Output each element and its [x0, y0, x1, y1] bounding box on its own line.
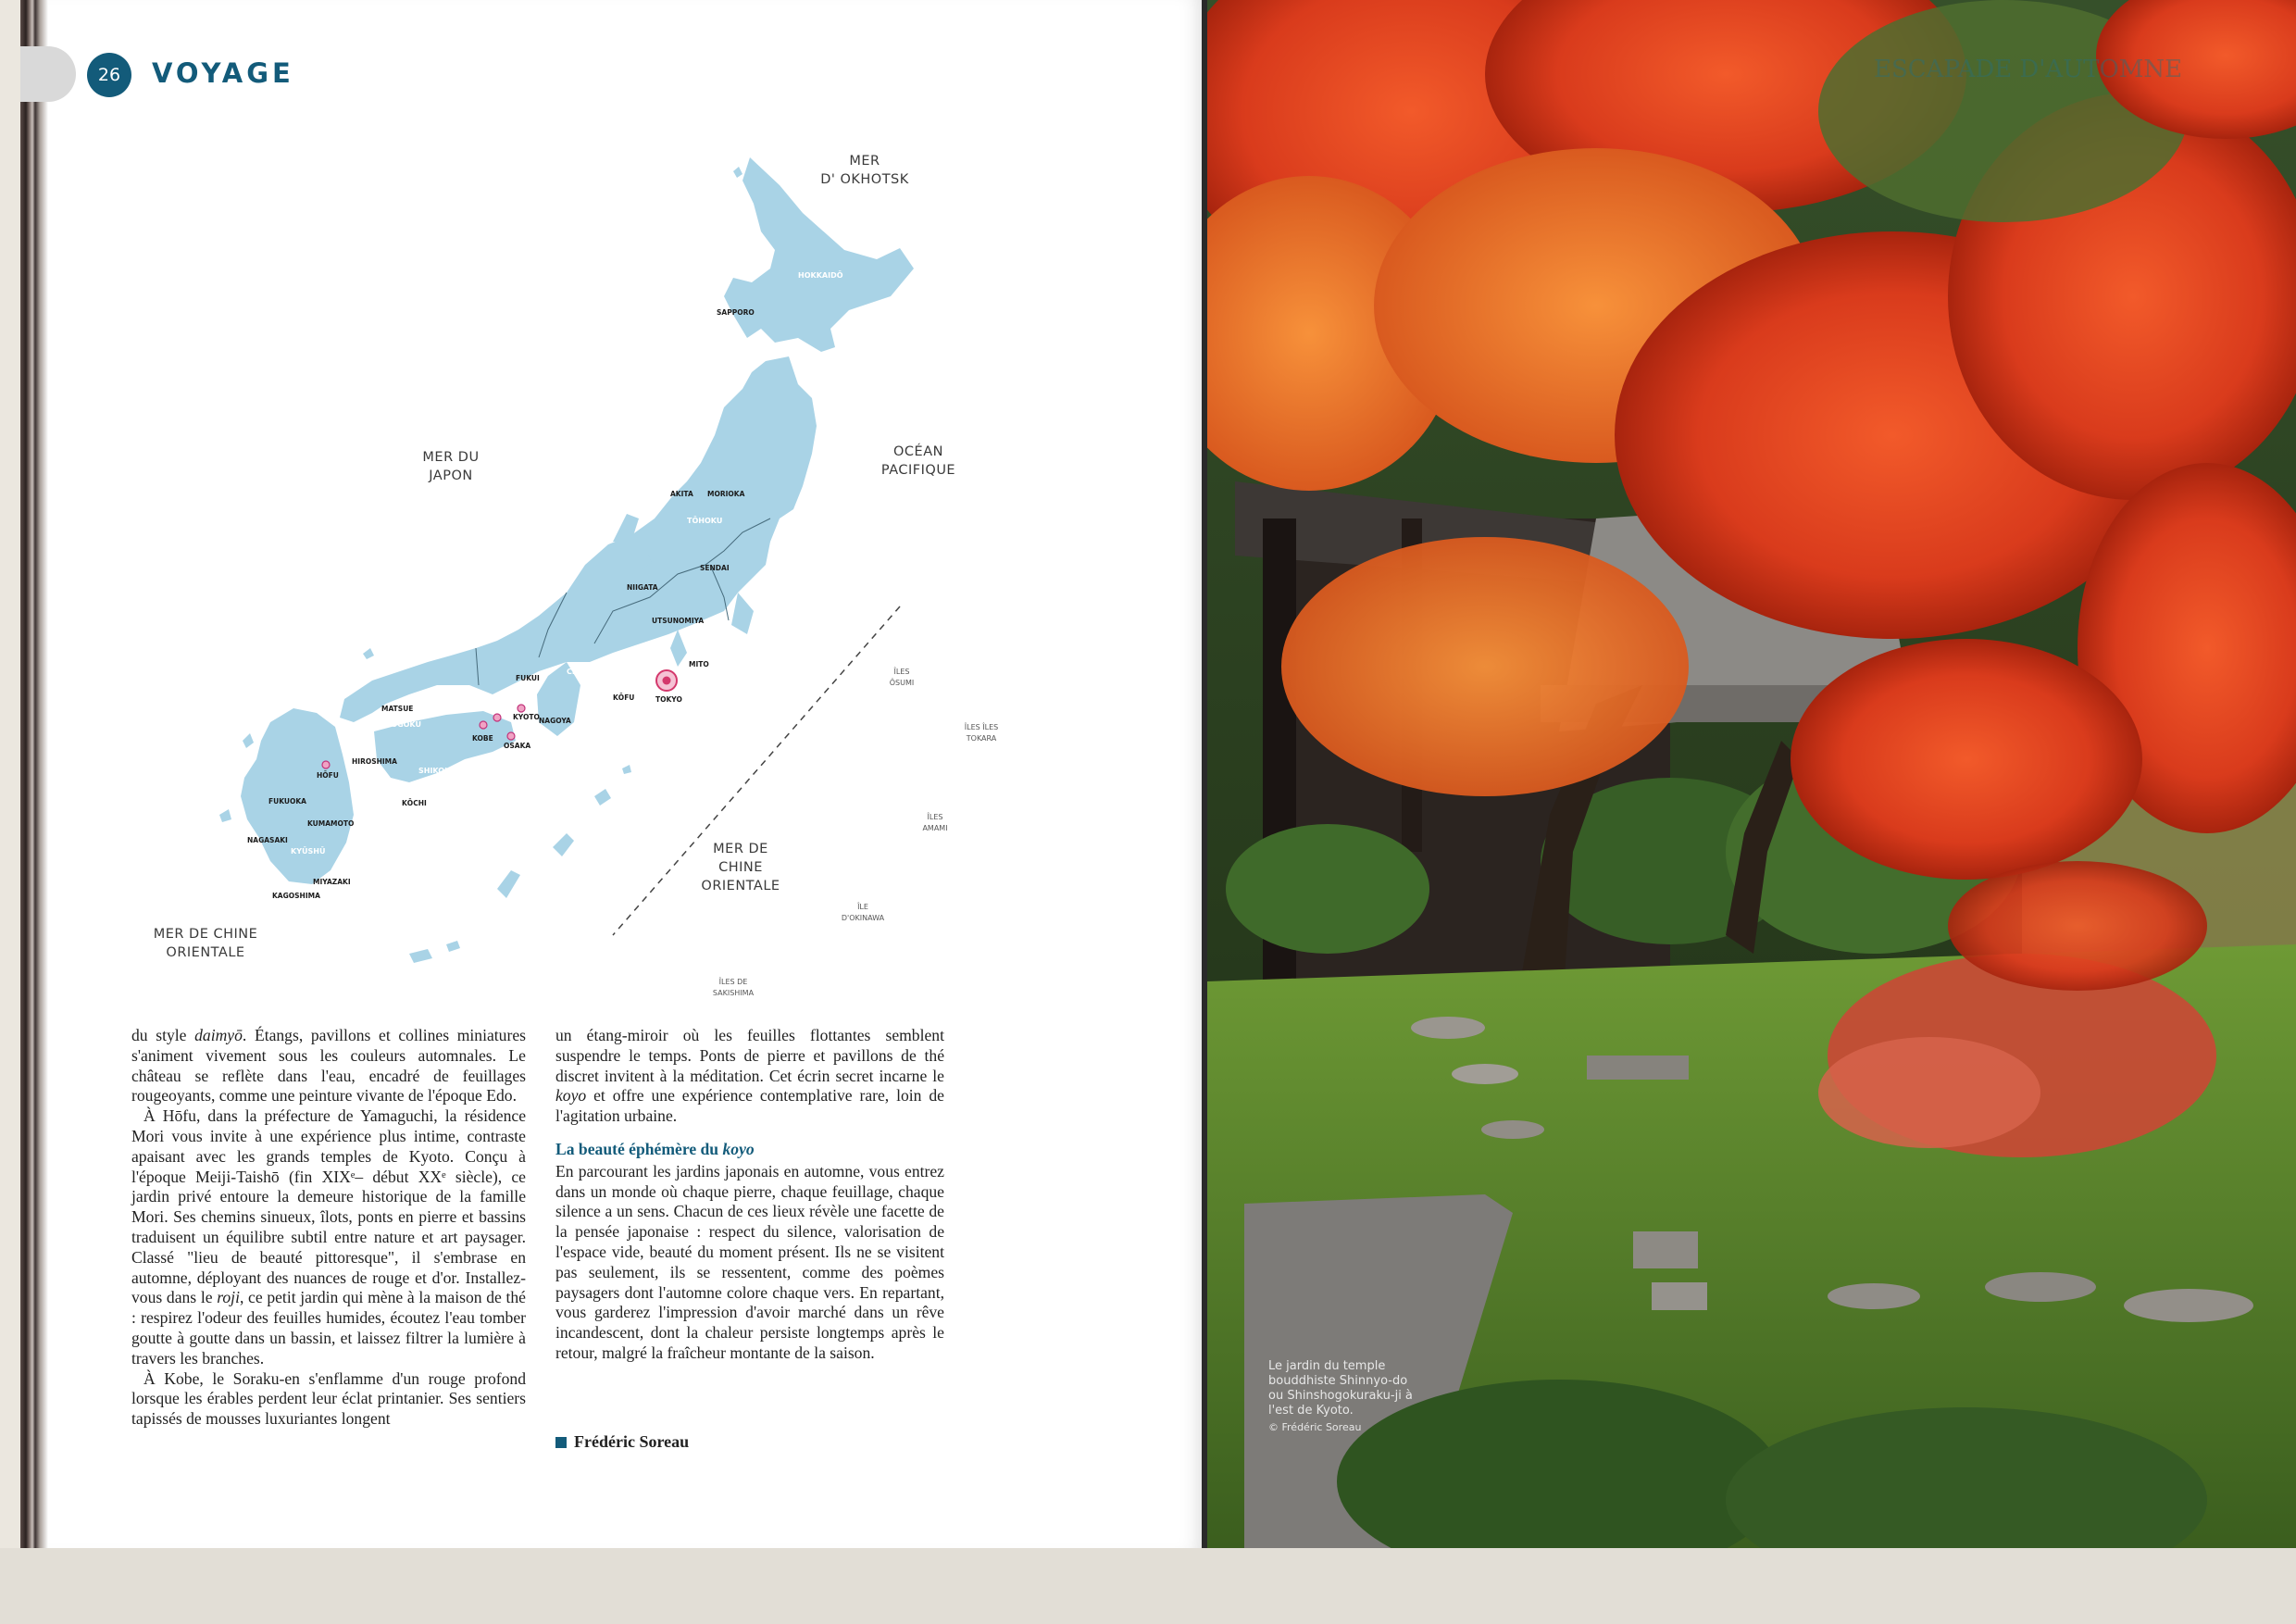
label-tokara-2: TOKARA — [966, 734, 997, 743]
caption-credit: © Frédéric Soreau — [1268, 1421, 1362, 1433]
article-column-2 — [555, 1026, 944, 1364]
stepping-stone-5 — [1985, 1272, 2096, 1302]
label-tokara-1: ÎLES ÎLES — [964, 723, 999, 731]
col2-p1-em: koyo — [555, 1086, 587, 1106]
city-morioka: MORIOKA — [707, 490, 745, 498]
tokara-dot-1 — [622, 765, 631, 774]
canopy-8 — [1281, 537, 1689, 796]
col1-p1-post: . Étangs, pavillons et collines miniatures s'animent vivement sous les couleurs automnales. Le château se reflète dans l'eau, encadré de feuillages rougeoyants, comme une peinture vivante de l'époque Edo. — [131, 1026, 526, 1106]
tsushima-island — [243, 733, 254, 748]
label-chine-center-3: ORIENTALE — [701, 879, 780, 893]
left-page — [20, 0, 1202, 1548]
small-maple-2 — [1818, 1037, 2040, 1148]
hedge-1 — [1226, 824, 1429, 954]
label-okhotsk-1: MER — [849, 154, 880, 169]
region-chubu: CHŪBU — [567, 668, 596, 676]
photo-overlay-title: ESCAPADE D'AUTOMNE — [1874, 56, 2183, 83]
stone-slab-2 — [1652, 1282, 1707, 1310]
col1-p1-em: daimyō — [194, 1026, 243, 1044]
city-nagasaki: NAGASAKI — [247, 836, 288, 844]
label-amami-2: AMAMI — [922, 824, 948, 832]
col1-p1-pre: du style — [131, 1026, 195, 1044]
city-osaka: OSAKA — [504, 742, 531, 750]
city-fukuoka: FUKUOKA — [268, 797, 306, 806]
city-matsue: MATSUE — [381, 705, 414, 713]
page-tab — [20, 46, 76, 102]
city-kochi: KŌCHI — [402, 799, 427, 807]
region-chugoku: CHŪGOKU — [380, 720, 421, 729]
city-hofu: HŌFU — [317, 771, 339, 780]
col2-p1-pre: un étang-miroir où les feuilles flottantes semblent suspendre le temps. Ponts de pierre et pavillons de thé discret invitent à la méditation. Cet écrin secret incarne le — [555, 1026, 944, 1085]
label-osumi-2: ÔSUMI — [889, 679, 915, 687]
table-surface — [0, 1548, 2296, 1624]
label-chine-center-1: MER DE — [713, 842, 768, 856]
nara-marker — [493, 714, 501, 721]
city-kobe: KOBE — [472, 734, 493, 743]
label-sakishima-1: ÎLES DE — [718, 978, 748, 986]
garden-illustration — [1207, 0, 2296, 1548]
label-sakishima-2: SAKISHIMA — [712, 989, 755, 997]
city-hiroshima: HIROSHIMA — [352, 757, 397, 766]
col1-p2-post: , ce petit jardin qui mène à la maison de thé : respirez l'odeur des feuilles humides, écoutez l'eau tomber goutte à goutte dans un bassin, et laissez filtrer la lumière à travers les branches. — [131, 1288, 526, 1368]
rishiri-island — [733, 167, 742, 178]
region-kanto: KANTŌ — [636, 649, 666, 657]
stone-slab-1 — [1633, 1231, 1698, 1268]
region-kyushu: KYŪSHŪ — [291, 847, 326, 856]
city-niigata: NIIGATA — [627, 583, 658, 592]
subheading — [555, 1140, 944, 1160]
label-pacifique-2: PACIFIQUE — [880, 463, 956, 478]
city-kofu: KŌFU — [613, 693, 635, 702]
label-osumi-1: ÎLES — [893, 668, 910, 676]
stepping-stone-4 — [1828, 1283, 1920, 1309]
label-chine-left-2: ORIENTALE — [166, 945, 245, 960]
city-sapporo: SAPPORO — [717, 308, 755, 317]
garden-photo — [1207, 0, 2296, 1548]
stepping-stone-3 — [1481, 1120, 1544, 1139]
label-amami-1: ÎLES — [927, 813, 943, 821]
okinawa-island — [497, 870, 520, 898]
label-chine-center-2: CHINE — [718, 860, 763, 875]
stepping-stone-6 — [2124, 1289, 2253, 1322]
city-akita: AKITA — [670, 490, 693, 498]
osaka-marker — [507, 732, 515, 740]
page-stack-edge — [20, 0, 48, 1548]
japan-map — [131, 130, 1020, 1018]
byline — [555, 1432, 689, 1452]
region-tohoku: TŌHOKU — [687, 517, 723, 525]
amami-island — [553, 833, 574, 856]
label-chine-left-1: MER DE CHINE — [153, 927, 258, 942]
label-pacifique-1: OCÉAN — [893, 444, 943, 459]
oki-island — [363, 648, 374, 659]
caption-text: Le jardin du temple bouddhiste Shinnyo-do ou Shinshogokuraku-ji à l'est de Kyoto. — [1268, 1359, 1413, 1418]
section-title: VOYAGE — [152, 57, 294, 89]
hofu-marker — [322, 761, 330, 768]
city-nagoya: NAGOYA — [539, 717, 571, 725]
osumi-islands — [594, 789, 611, 806]
city-utsunomiya: UTSUNOMIYA — [652, 617, 705, 625]
city-fukui: FUKUI — [516, 674, 540, 682]
stepping-stone-1 — [1411, 1017, 1485, 1039]
city-miyazaki: MIYAZAKI — [313, 878, 351, 886]
label-japon-1: MER DU — [422, 450, 480, 465]
byline-square-icon — [555, 1437, 567, 1448]
tokyo-marker — [663, 677, 671, 685]
col1-p2-em: roji — [217, 1288, 240, 1307]
col2-p1-post: et offre une expérience contemplative rare, loin de l'agitation urbaine. — [555, 1086, 944, 1126]
izu-peninsula — [670, 630, 687, 667]
subhead-em: koyo — [722, 1139, 755, 1158]
region-hokkaido: HOKKAIDŌ — [798, 271, 843, 280]
city-sendai: SENDAI — [700, 564, 730, 572]
col1-p3: À Kobe, le Soraku-en s'enflamme d'un rouge profond lorsque les érables perdent leur éclat printanier. Ses sentiers tapissés de mousses luxuriantes longent — [131, 1368, 526, 1429]
city-mito: MITO — [689, 660, 709, 668]
stone-slab-3 — [1587, 1056, 1689, 1080]
sakishima-islands-2 — [446, 941, 460, 952]
page-number: 26 — [87, 53, 131, 97]
city-kumamoto: KUMAMOTO — [307, 819, 355, 828]
region-shikoku: SHIKOKU — [418, 767, 456, 775]
stepping-stone-2 — [1452, 1064, 1518, 1084]
city-tokyo: TOKYO — [655, 695, 682, 704]
col1-p2-pre: À Hōfu, dans la préfecture de Yamaguchi, la résidence Mori vous invite à une expérience plus intime, contraste apaisant avec les grands temples de Kyoto. Conçu à l'époque Meiji-Taishō (fin XIXᵉ– début XXᵉ siècle), ce jardin privé entoure la demeure historique de la famille Mori. Ses chemins sinueux, îlots, ponts en pierre et bassins traduisent un équilibre subtil entre nature et art paysager. Classé "lieu de beauté pittoresque", il s'embrase en automne, déployant des nuances de rouge et d'or. Installez-vous dans le — [131, 1106, 526, 1307]
col2-p2: En parcourant les jardins japonais en automne, vous entrez dans un monde où chaque pierre, chaque feuillage, chaque silence a un sens. Chacun de ces lieux révèle une facette de la pensée japonaise : respect du silence, valorisation de l'espace vide, beauté du moment présent. Ils ne se visitent pas seulement, ils se ressentent, comme des poèmes paysagers dont l'automne colore chaque vers. En repartant, vous garderez l'impression d'avoir marché dans un rêve incandescent, dont la chaleur persiste longtemps après le retour, malgré la fraîcheur montante de la saison. — [555, 1161, 944, 1362]
canopy-9 — [1791, 639, 2142, 880]
city-kyoto: KYOTO — [513, 713, 540, 721]
sakishima-islands — [409, 949, 432, 963]
article-column-1 — [131, 1026, 526, 1430]
kyoto-marker — [518, 705, 525, 712]
label-japon-2: JAPON — [429, 468, 473, 483]
label-okinawa-2: D'OKINAWA — [841, 914, 885, 922]
label-okinawa-1: ÎLE — [857, 903, 868, 911]
canopy-10 — [1948, 861, 2207, 991]
label-okhotsk-2: D' OKHOTSK — [820, 172, 909, 187]
goto-islands — [219, 809, 231, 822]
photo-caption — [1268, 1359, 1416, 1435]
boso-peninsula — [731, 593, 754, 634]
kobe-marker — [480, 721, 487, 729]
subhead-pre: La beauté éphémère du — [555, 1139, 723, 1158]
city-kagoshima: KAGOSHIMA — [272, 892, 320, 900]
byline-author: Frédéric Soreau — [574, 1432, 690, 1451]
region-kansai: KANSAI — [460, 705, 493, 713]
kyushu-island — [241, 708, 354, 884]
